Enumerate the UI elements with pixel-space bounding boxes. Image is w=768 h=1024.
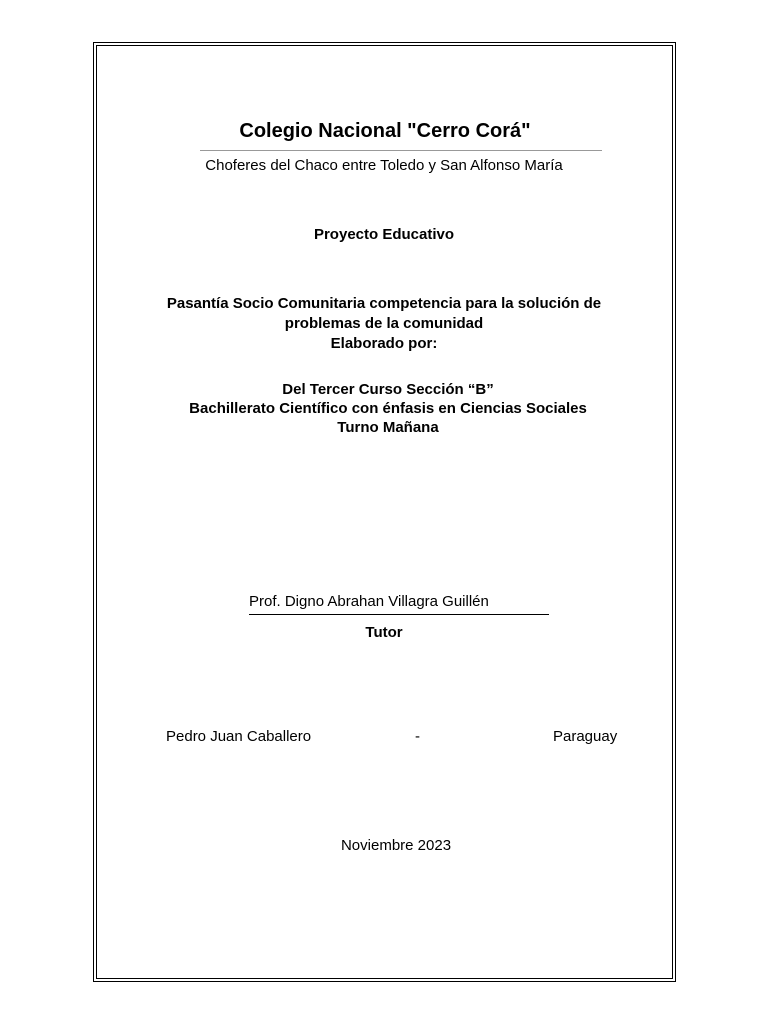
- academic-track: Bachillerato Científico con énfasis en Ciencias Sociales: [189, 400, 587, 417]
- tutor-role: Tutor: [365, 624, 403, 641]
- tutor-name: Prof. Digno Abrahan Villagra Guillén: [249, 593, 489, 610]
- school-title: Colegio Nacional "Cerro Corá": [239, 120, 531, 142]
- signature-line: [249, 614, 549, 615]
- prepared-by-label: Elaborado por:: [330, 335, 438, 352]
- document-date: Noviembre 2023: [340, 837, 452, 854]
- project-type: Proyecto Educativo: [313, 226, 455, 243]
- school-address: Choferes del Chaco entre Toledo y San Alfonso María: [205, 157, 563, 174]
- project-topic: [0, 294, 768, 354]
- school-shift: Turno Mañana: [337, 419, 439, 436]
- group-info: [4, 380, 768, 437]
- topic-line-2: problemas de la comunidad: [284, 315, 484, 332]
- city: Pedro Juan Caballero: [166, 728, 312, 745]
- course-section: Del Tercer Curso Sección “B”: [282, 381, 494, 398]
- location-separator: -: [415, 728, 420, 745]
- country: Paraguay: [553, 728, 618, 745]
- topic-line-1: Pasantía Socio Comunitaria competencia para la solución de: [166, 295, 602, 312]
- title-divider: [200, 150, 602, 151]
